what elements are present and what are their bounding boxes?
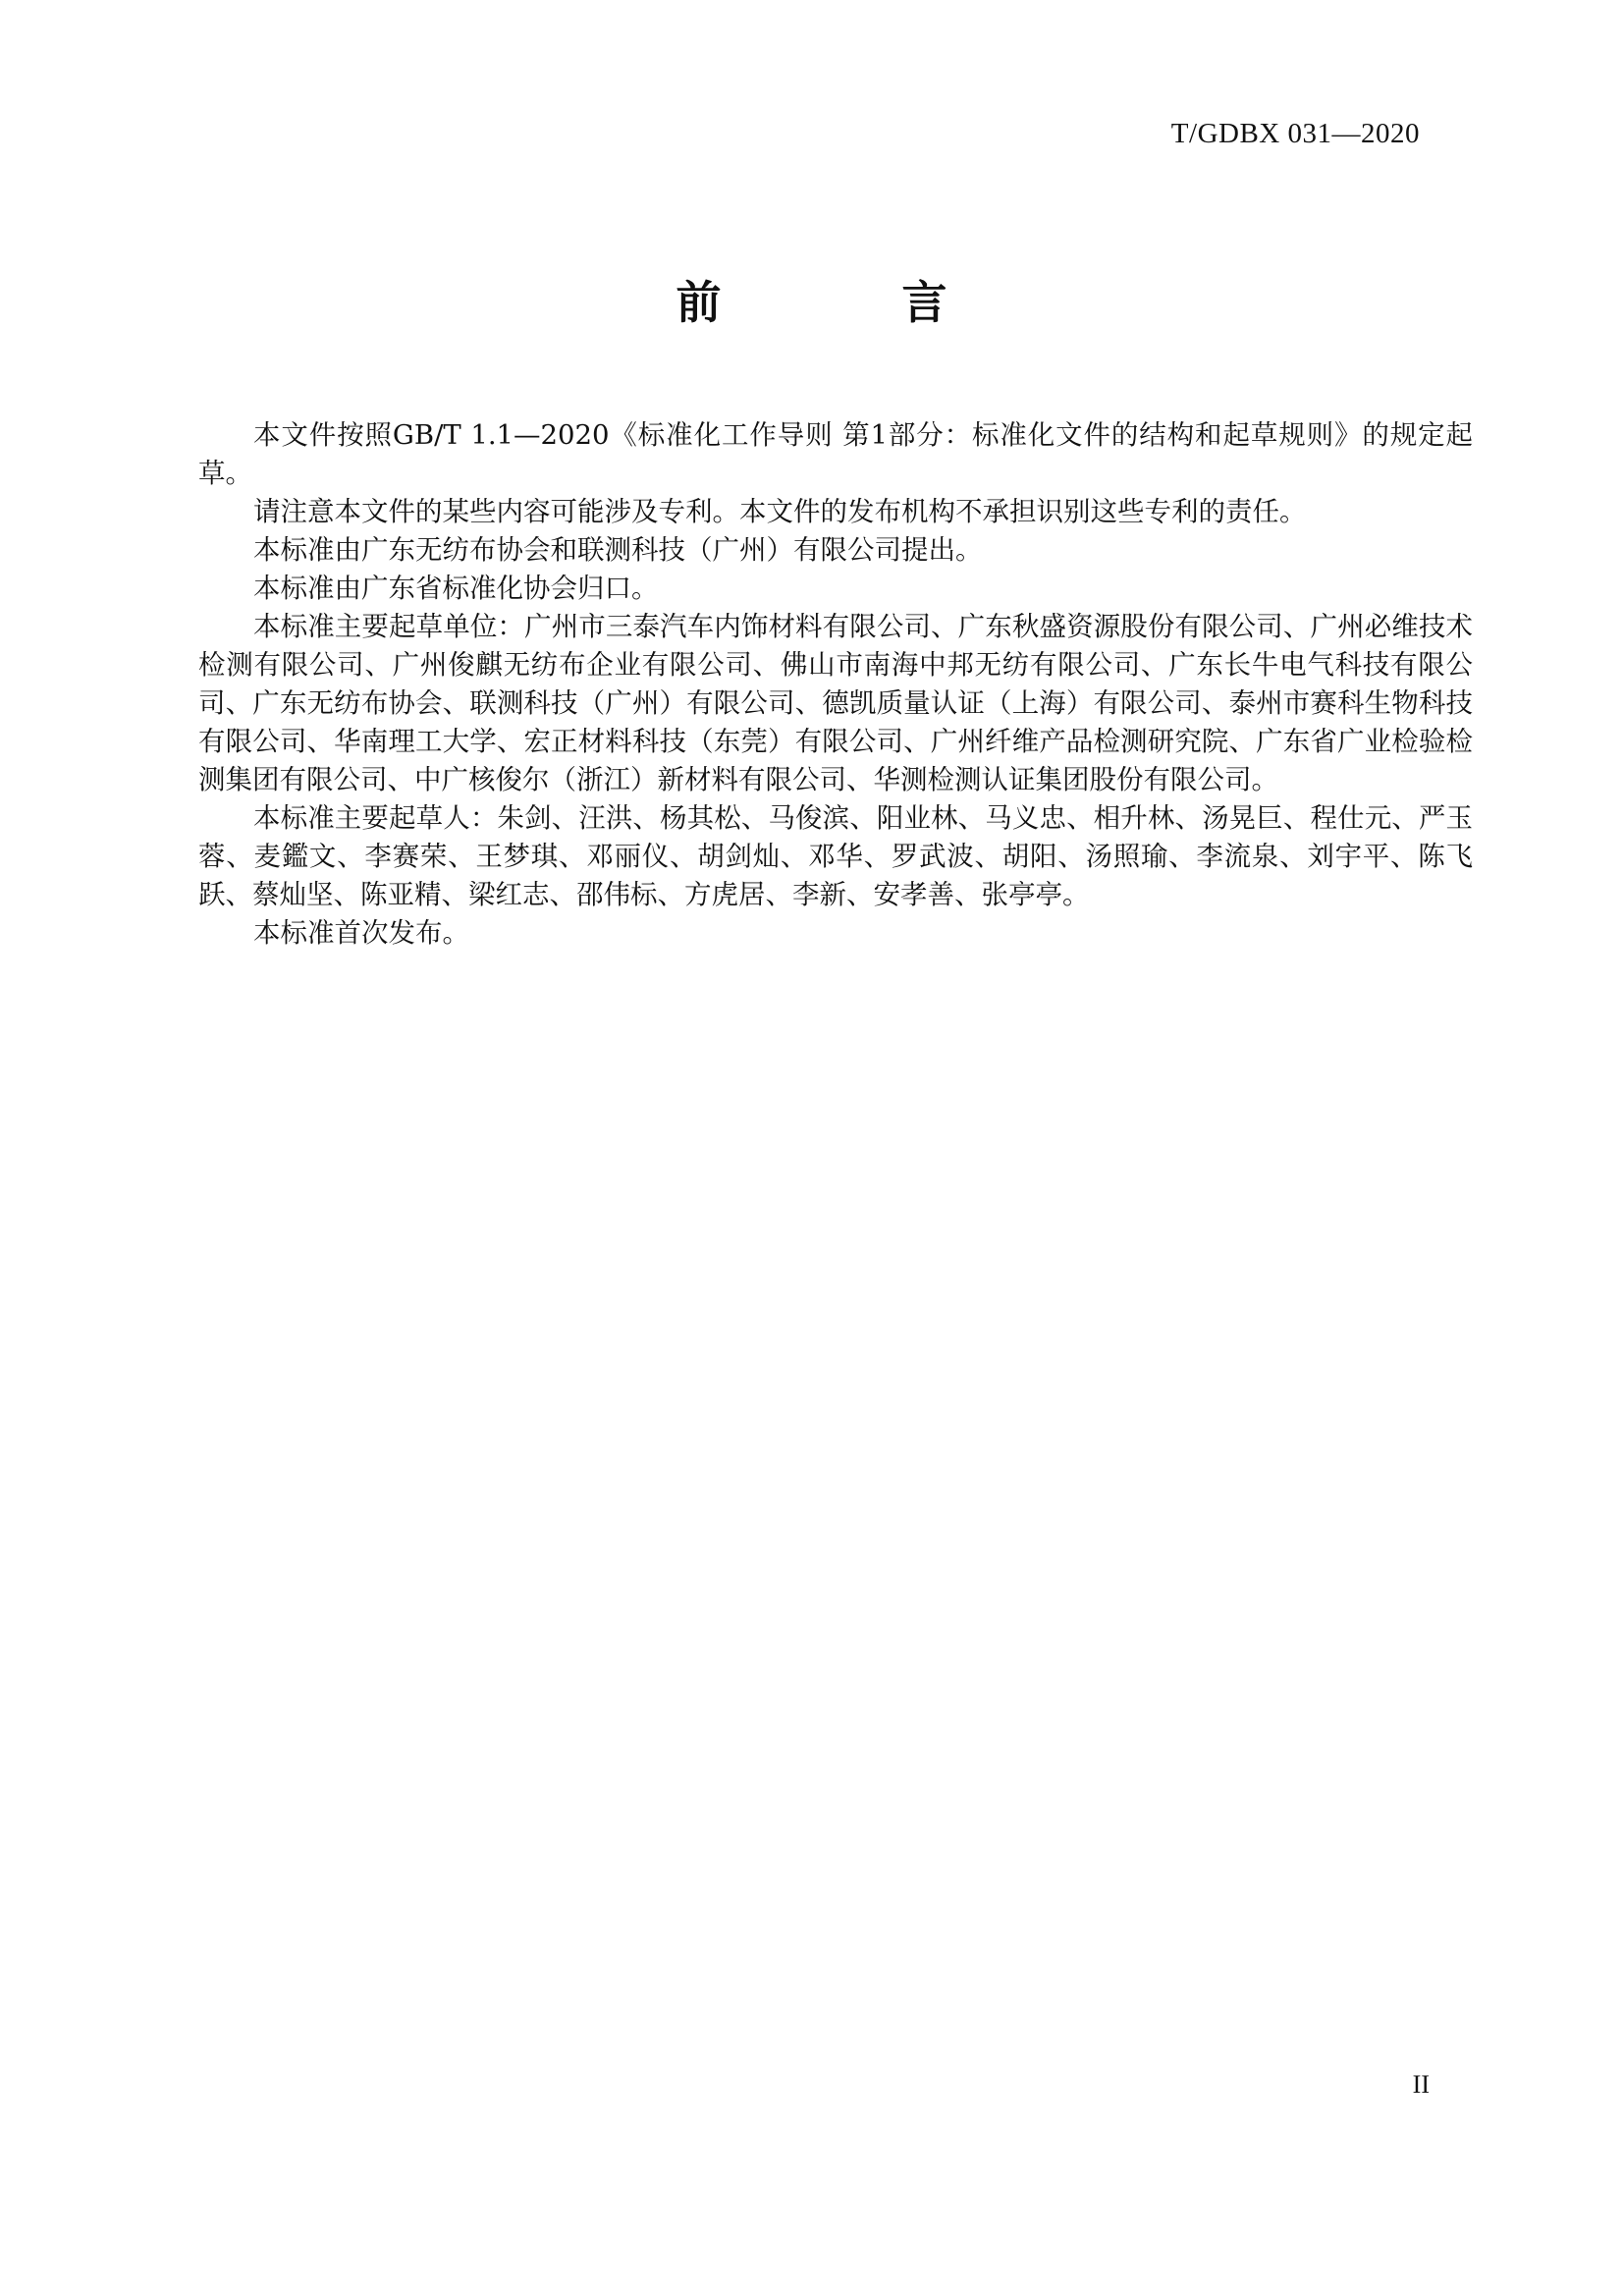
foreword-body bbox=[198, 416, 1473, 953]
paragraph-proposer: 本标准由广东无纺布协会和联测科技（广州）有限公司提出。 bbox=[253, 534, 983, 566]
paragraph-patent-notice: 请注意本文件的某些内容可能涉及专利。本文件的发布机构不承担识别这些专利的责任。 bbox=[253, 496, 1307, 527]
paragraph-administrator: 本标准由广东省标准化协会归口。 bbox=[253, 573, 659, 604]
paragraph-drafting-units: 本标准主要起草单位：广州市三泰汽车内饰材料有限公司、广东秋盛资源股份有限公司、广州必维技术检测有限公司、广州俊麒无纺布企业有限公司、佛山市南海中邦无纺有限公司、广东长牛电气科技有限公司、广东无纺布协会、联测科技（广州）有限公司、德凯质量认证（上海）有限公司、泰州市赛科生物科技有限公司、华南理工大学、宏正材料科技（东莞）有限公司、广州纤维产品检测研究院、广东省广业检验检测集团有限公司、中广核俊尔（浙江）新材料有限公司、华测检测认证集团股份有限公司。 bbox=[198, 611, 1473, 795]
paragraph-drafters: 本标准主要起草人：朱剑、汪洪、杨其松、马俊滨、阳业林、马义忠、相升林、汤晃巨、程仕元、严玉蓉、麦鑑文、李赛荣、王梦琪、邓丽仪、胡剑灿、邓华、罗武波、胡阳、汤照瑜、李流泉、刘宇平、陈飞跃、蔡灿坚、陈亚精、梁红志、邵伟标、方虎居、李新、安孝善、张亭亭。 bbox=[198, 802, 1473, 910]
paragraph-first-release: 本标准首次发布。 bbox=[253, 917, 469, 949]
page-number: II bbox=[1412, 2070, 1430, 2099]
section-title: 前 言 bbox=[676, 276, 1030, 329]
document-code: T/GDBX 031—2020 bbox=[1170, 118, 1420, 149]
paragraph-drafting-rules: 本文件按照GB/T 1.1—2020《标准化工作导则 第1部分：标准化文件的结构和起草规则》的规定起草。 bbox=[198, 419, 1473, 489]
